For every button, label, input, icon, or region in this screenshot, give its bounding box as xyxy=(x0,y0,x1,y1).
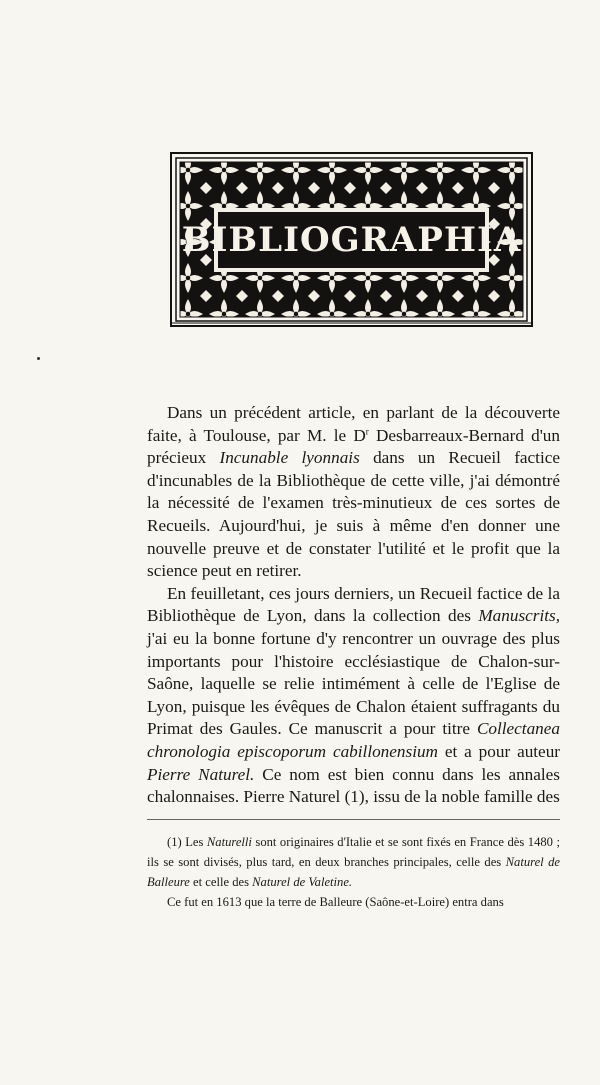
italic-run: Naturelli xyxy=(206,835,252,849)
ornamental-header-banner xyxy=(170,152,533,327)
text-run: Dans un précédent article, en parlant de la découverte faite, à Toulouse, par M. le D xyxy=(147,403,560,445)
italic-run: Incunable lyonnais xyxy=(219,448,360,468)
text-run: (1) Les xyxy=(167,835,207,849)
text-run: dans un Recueil factice d'incunables de la Bibliothèque de cette ville, j'ai démontré la nécessité de l'examen très-minutieux de ces sortes de Recueils. Aujourd'hui, je suis à même d'en donner une nouvelle preuve et de constater l'utilité et le profit que la science peut en retirer. xyxy=(147,448,560,581)
paragraph xyxy=(147,402,560,583)
text-run: En feuilletant, ces jours derniers, un Recueil factice de la Bibliothèque de Lyon, dans la collection des xyxy=(147,583,560,626)
banner-title: BIBLIOGRAPHIA xyxy=(181,220,522,260)
footnote: Ce fut en 1613 que la terre de Balleure (Saône-et-Loire) entra dans xyxy=(167,895,504,909)
footnote-divider xyxy=(147,819,560,820)
italic-run: Naturel de Balleure xyxy=(147,855,561,889)
text-run: j'ai eu la bonne fortune d'y rencontrer un ouvrage des plus importants pour l'histoire ecclésiastique de Chalon-sur-Saône, laquelle se relie intimément à celle de l'Eglise de Lyon, puisque les évêques de Chalon étaient suffragants du Primat des Gaules. Ce manuscrit a pour titre xyxy=(147,628,560,739)
superscript: r xyxy=(365,425,369,436)
text-run: et celle des xyxy=(189,875,253,889)
italic-run: Pierre Naturel. xyxy=(147,764,255,784)
text-run: et a pour auteur xyxy=(437,741,561,761)
text-run: sont originaires d'Italie et se sont fixés en France dès 1480 ; ils se sont divisés, plus tard, en deux branches principales, celle des xyxy=(147,835,560,869)
text-run: Ce nom est bien connu dans les annales chalonnaises. Pierre Naturel (1), issu de la noble famille des xyxy=(147,764,560,807)
paragraph xyxy=(147,583,560,809)
text-run: Desbarreaux-Bernard d'un précieux xyxy=(147,425,560,468)
stray-mark xyxy=(37,357,40,360)
italic-run: Manuscrits, xyxy=(478,606,560,626)
footnote xyxy=(147,832,560,892)
italic-run: Naturel de Valetine. xyxy=(252,875,353,889)
footnotes xyxy=(147,832,560,912)
italic-run: Collectanea chronologia episcoporum cabillonensium xyxy=(147,719,560,761)
article-body xyxy=(147,402,560,809)
